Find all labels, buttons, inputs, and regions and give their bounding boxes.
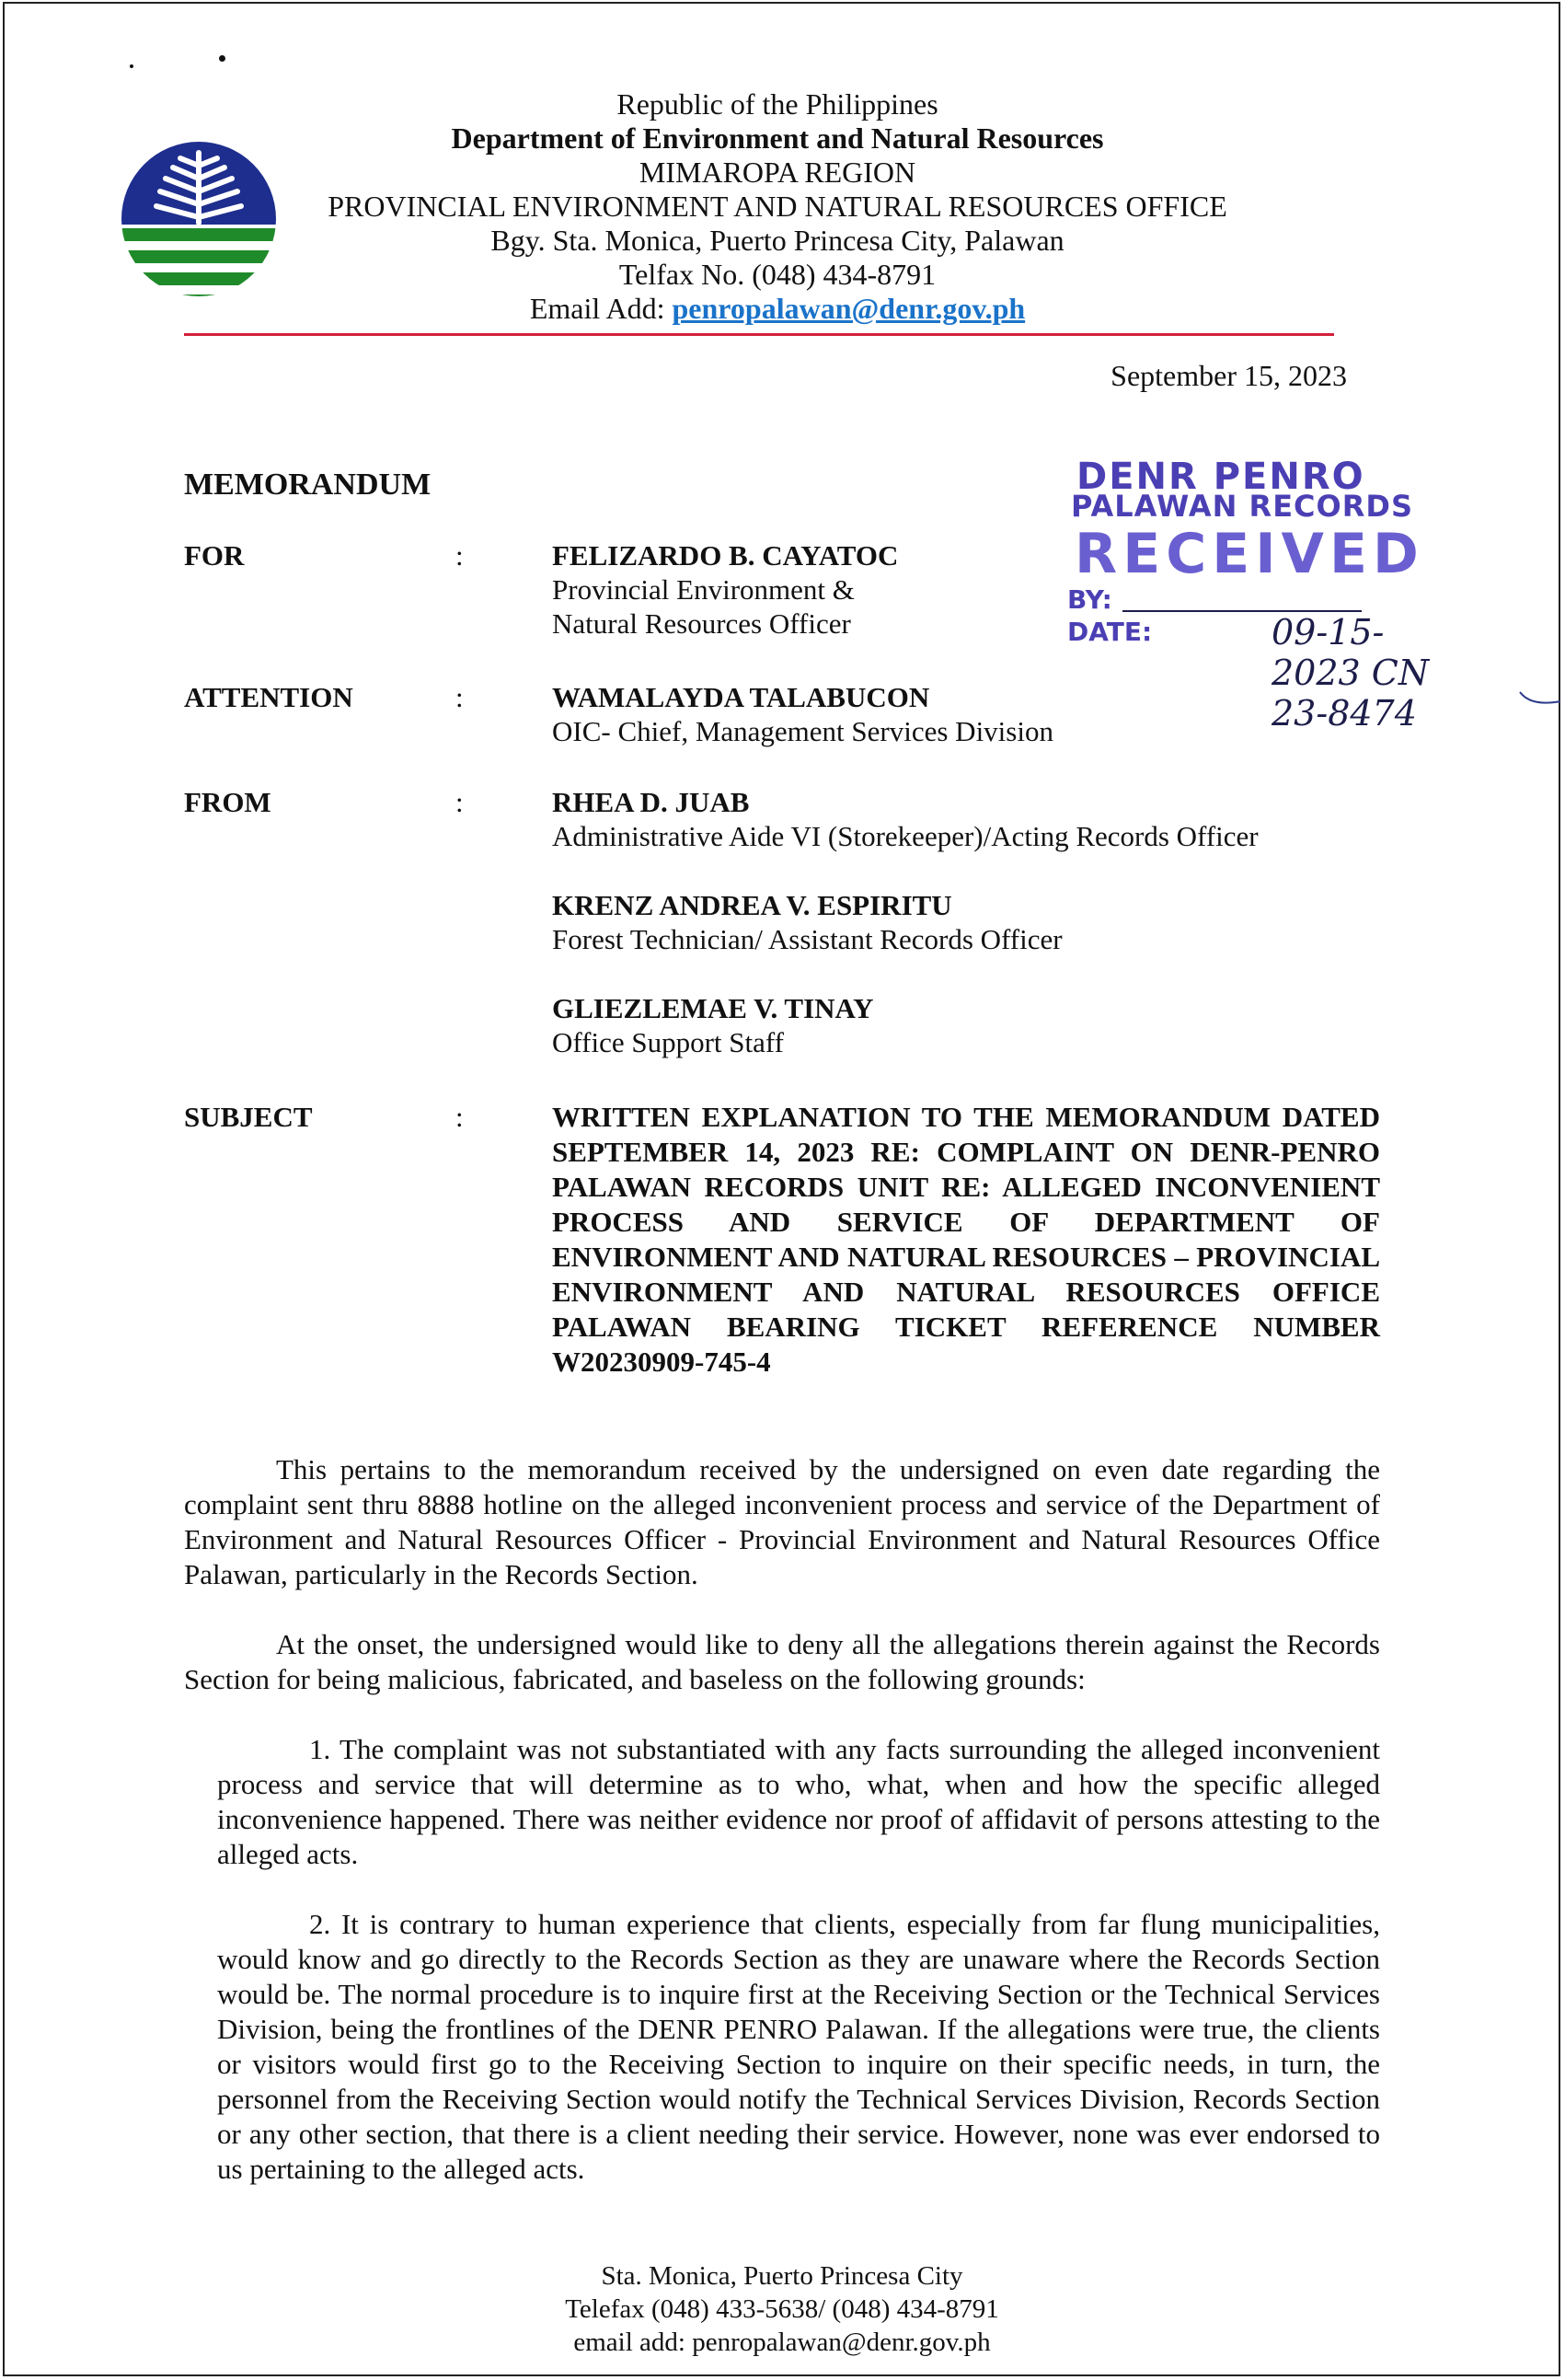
from-label: FROM: [184, 786, 271, 818]
email-line: [276, 292, 1279, 326]
region-line: MIMAROPA REGION: [639, 156, 916, 189]
letterhead-divider: [184, 333, 1334, 336]
for-name: FELIZARDO B. CAYATOC: [552, 539, 899, 572]
memo-date: September 15, 2023: [1110, 359, 1347, 392]
ground-item-2: 2. It is contrary to human experience that clients, especially from far flung municipalities, would know and go directly to the Records Section as they are unaware where the Records Section would be. The normal procedure is to inquire first at the Receiving Section or the Technical Services Division, being the frontlines of the DENR PENRO Palawan. If the allegations were true, the clients or visitors would first go to the Receiving Section to inquire on their specific needs, in turn, the personnel from the Receiving Section would notify the Technical Services Division, Records Section or any other section, that there is a client needing their service. However, none was ever endorsed to us pertaining to the alleged acts.: [217, 1908, 1380, 2185]
footer-email: email add: penropalawan@denr.gov.ph: [573, 2328, 991, 2357]
letterhead: [276, 87, 1279, 326]
from-name-1: RHEA D. JUAB: [552, 786, 750, 818]
footer-telefax: Telefax (048) 433-5638/ (048) 434-8791: [565, 2294, 999, 2324]
department-line: Department of Environment and Natural Resources: [451, 121, 1104, 155]
from-value: [552, 785, 1380, 1059]
stamp-office: DENR PENRO: [1076, 456, 1365, 498]
paragraph-1: This pertains to the memorandum received by the undersigned on even date regarding the complaint sent thru 8888 hotline on the alleged inconvenient process and service of the Department of Environment and Natural Resources Officer - Provincial Environment and Natural Resources Office Palawan, particularly in the Records Section.: [184, 1453, 1380, 1590]
ground-item-1: 1. The complaint was not substantiated with any facts surrounding the alleged inconvenient process and service that will determine as to who, what, when and how the specific alleged inconvenience happened. There was neither evidence nor proof of affidavit of persons attesting to the alleged acts.: [217, 1733, 1380, 1870]
for-title-2: Natural Resources Officer: [552, 607, 851, 640]
email-label: Email Add:: [529, 292, 665, 325]
stamp-received: RECEIVED: [1075, 522, 1424, 586]
attention-colon: :: [455, 681, 464, 713]
attention-title: OIC- Chief, Management Services Division: [552, 715, 1053, 747]
from-name-2: KRENZ ANDREA V. ESPIRITU: [552, 889, 952, 921]
for-value: [552, 538, 1380, 641]
stamp-date-label: DATE:: [1067, 617, 1153, 647]
attention-name: WAMALAYDA TALABUCON: [552, 681, 930, 713]
attention-label: ATTENTION: [184, 681, 353, 713]
memo-title: MEMORANDUM: [184, 468, 432, 502]
republic-line: Republic of the Philippines: [616, 87, 938, 121]
scan-speck: [219, 55, 225, 62]
footer-address: Sta. Monica, Puerto Princesa City: [601, 2261, 963, 2291]
subject-text: WRITTEN EXPLANATION TO THE MEMORANDUM DATED SEPTEMBER 14, 2023 RE: COMPLAINT ON DENR-PENRO PALAWAN RECORDS UNIT RE: ALLEGED INCONVENIENT PROCESS AND SERVICE OF DEPARTMENT OF ENVIRONMENT AND NATURAL RESOURCES – PROVINCIAL ENVIRONMENT AND NATURAL RESOURCES OFFICE PALAWAN BEARING TICKET REFERENCE NUMBER W20230909-745-4: [552, 1101, 1380, 1378]
from-colon: :: [455, 786, 464, 818]
attention-value: [552, 680, 1380, 748]
scan-speck: [130, 64, 133, 68]
denr-logo: [120, 140, 278, 306]
stamp-unit: PALAWAN RECORDS: [1071, 489, 1413, 524]
telfax-line: Telfax No. (048) 434-8791: [618, 258, 937, 291]
footer: [368, 2259, 1196, 2359]
from-name-3: GLIEZLEMAE V. TINAY: [552, 992, 874, 1024]
margin-pen-mark: [1518, 688, 1562, 709]
stamp-by-label: BY:: [1067, 584, 1112, 615]
for-label: FOR: [184, 539, 245, 572]
subject-colon: :: [455, 1101, 464, 1133]
from-title-2: Forest Technician/ Assistant Records Officer: [552, 923, 1063, 955]
from-title-3: Office Support Staff: [552, 1026, 784, 1058]
from-title-1: Administrative Aide VI (Storekeeper)/Acting Records Officer: [552, 820, 1259, 852]
stamp-handwritten-entry: 09-15-2023 CN 23-8474: [1272, 612, 1430, 734]
email-link[interactable]: penropalawan@denr.gov.ph: [672, 292, 1026, 325]
office-line: PROVINCIAL ENVIRONMENT AND NATURAL RESOURCES OFFICE: [328, 190, 1227, 223]
for-title-1: Provincial Environment &: [552, 573, 855, 606]
paragraph-2: At the onset, the undersigned would like to deny all the allegations therein against the Records Section for being malicious, fabricated, and baseless on the following grounds:: [184, 1628, 1380, 1695]
address-line: Bgy. Sta. Monica, Puerto Princesa City, Palawan: [490, 224, 1064, 257]
for-colon: :: [455, 539, 464, 572]
subject-label: SUBJECT: [184, 1101, 313, 1133]
